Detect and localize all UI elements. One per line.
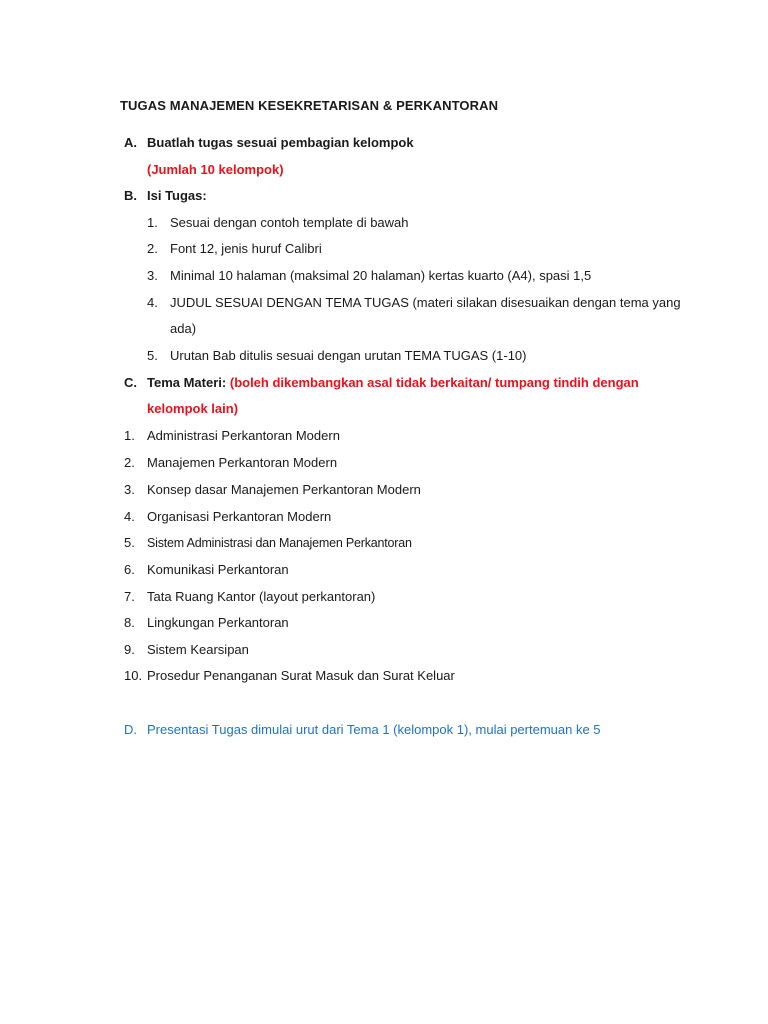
section-c-note-continued: kelompok lain) [147, 401, 239, 416]
section-a-text: Buatlah tugas sesuai pembagian kelompok [147, 135, 414, 150]
theme-number: 1. [124, 428, 135, 443]
section-d-text: Presentasi Tugas dimulai urut dari Tema 1 (kelompok 1), mulai pertemuan ke 5 [147, 722, 601, 737]
theme-number: 4. [124, 509, 135, 524]
task-item-text: Minimal 10 halaman (maksimal 20 halaman) kertas kuarto (A4), spasi 1,5 [170, 268, 592, 283]
task-item-number: 5. [147, 348, 158, 363]
section-a-note: (Jumlah 10 kelompok) [147, 162, 284, 177]
theme-text: Sistem Kearsipan [147, 642, 249, 657]
task-item-text-continued: ada) [170, 321, 197, 336]
theme-number: 3. [124, 482, 135, 497]
theme-text: Administrasi Perkantoran Modern [147, 428, 340, 443]
theme-text: Konsep dasar Manajemen Perkantoran Modern [147, 482, 421, 497]
theme-number: 10. [124, 668, 143, 683]
task-item-text: Sesuai dengan contoh template di bawah [170, 215, 409, 230]
task-item-number: 1. [147, 215, 158, 230]
theme-text: Sistem Administrasi dan Manajemen Perkantoran [147, 536, 412, 550]
task-item-number: 4. [147, 295, 158, 310]
section-c-line [147, 375, 639, 391]
section-b-text: Isi Tugas: [147, 188, 207, 203]
theme-number: 8. [124, 615, 135, 630]
theme-number: 7. [124, 589, 135, 604]
theme-text: Manajemen Perkantoran Modern [147, 455, 338, 470]
document-title: TUGAS MANAJEMEN KESEKRETARISAN & PERKANTORAN [120, 98, 499, 113]
section-a-marker: A. [124, 135, 137, 150]
task-item-number: 3. [147, 268, 158, 283]
theme-number: 9. [124, 642, 135, 657]
section-c-note: (boleh dikembangkan asal tidak berkaitan/ tumpang tindih dengan [229, 375, 639, 390]
theme-text: Tata Ruang Kantor (layout perkantoran) [147, 589, 376, 604]
section-b-marker: B. [124, 188, 137, 203]
section-c-label: Tema Materi: [147, 375, 227, 390]
task-item-text: Urutan Bab ditulis sesuai dengan urutan TEMA TUGAS (1-10) [170, 348, 527, 363]
task-item-text: JUDUL SESUAI DENGAN TEMA TUGAS (materi silakan disesuaikan dengan tema yang [170, 295, 681, 310]
theme-number: 5. [124, 535, 135, 550]
section-c-marker: C. [124, 375, 137, 390]
task-item-text: Font 12, jenis huruf Calibri [170, 241, 322, 256]
task-item-number: 2. [147, 241, 158, 256]
theme-number: 6. [124, 562, 135, 577]
theme-text: Prosedur Penanganan Surat Masuk dan Surat Keluar [147, 668, 455, 683]
theme-text: Organisasi Perkantoran Modern [147, 509, 332, 524]
theme-text: Lingkungan Perkantoran [147, 615, 289, 630]
theme-text: Komunikasi Perkantoran [147, 562, 289, 577]
theme-number: 2. [124, 455, 135, 470]
section-d-marker: D. [124, 722, 137, 737]
